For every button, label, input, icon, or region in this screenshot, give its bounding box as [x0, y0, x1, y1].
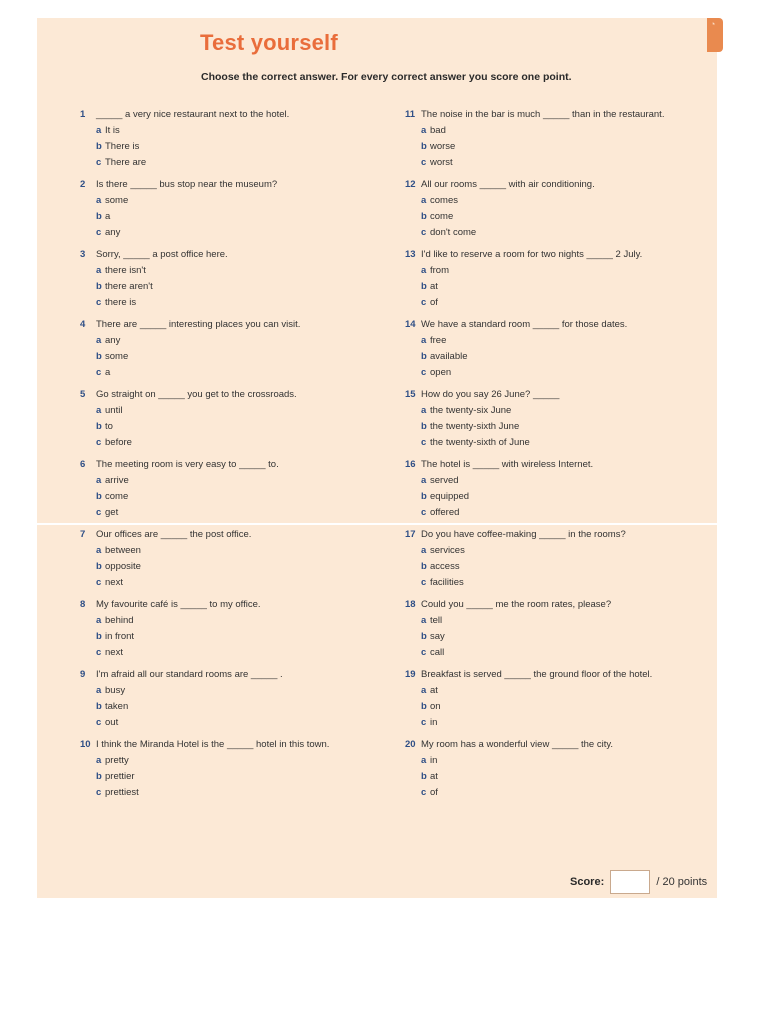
corner-tab-icon: ◔ [710, 19, 716, 29]
option-letter: c [421, 787, 427, 798]
option-letter: b [96, 491, 102, 502]
option-text: next [105, 577, 123, 588]
question-line [80, 387, 380, 403]
question-item [80, 177, 380, 241]
question-item [405, 667, 705, 731]
question-item [80, 667, 380, 731]
option-letter: c [96, 577, 102, 588]
option-letter: a [421, 195, 427, 206]
option-letter: b [96, 141, 102, 152]
question-item [80, 387, 380, 451]
option-text: say [430, 631, 445, 642]
option-letter: c [96, 787, 102, 798]
answer-option-c[interactable] [80, 435, 380, 451]
option-text: There are [105, 157, 147, 168]
question-item [405, 737, 705, 801]
option-letter: a [96, 405, 102, 416]
option-letter: a [96, 125, 102, 136]
answer-option-b[interactable] [405, 769, 705, 785]
answer-option-c[interactable] [405, 575, 705, 591]
question-line [80, 107, 380, 123]
question-item [405, 527, 705, 591]
question-line [80, 457, 380, 473]
option-letter: c [96, 157, 102, 168]
option-text: on [430, 701, 441, 712]
answer-option-a[interactable] [80, 123, 380, 139]
question-line [80, 177, 380, 193]
answer-option-a[interactable] [405, 333, 705, 349]
question-text: The meeting room is very easy to _____ to. [96, 459, 279, 470]
answer-option-c[interactable] [405, 715, 705, 731]
answer-option-a[interactable] [405, 403, 705, 419]
question-item [80, 107, 380, 171]
option-text: It is [105, 125, 120, 136]
answer-option-b[interactable] [405, 209, 705, 225]
question-text: I'm afraid all our standard rooms are _____ . [96, 669, 283, 680]
question-line [80, 527, 380, 543]
question-text: Sorry, _____ a post office here. [96, 249, 228, 260]
option-letter: a [96, 195, 102, 206]
option-letter: b [421, 351, 427, 362]
question-line [80, 597, 380, 613]
answer-option-b[interactable] [405, 419, 705, 435]
question-text: All our rooms _____ with air conditioning. [421, 179, 595, 190]
option-text: access [430, 561, 460, 572]
option-text: to [105, 421, 113, 432]
answer-option-c[interactable] [405, 505, 705, 521]
option-letter: b [96, 421, 102, 432]
question-number: 9 [80, 669, 86, 680]
question-line [405, 107, 705, 123]
option-letter: b [96, 351, 102, 362]
question-line [405, 317, 705, 333]
question-text: We have a standard room _____ for those dates. [421, 319, 628, 330]
question-number: 15 [405, 389, 416, 400]
option-text: worse [430, 141, 456, 152]
answer-option-c[interactable] [405, 225, 705, 241]
answer-option-b[interactable] [405, 139, 705, 155]
question-line [405, 177, 705, 193]
answer-option-a[interactable] [80, 193, 380, 209]
answer-option-b[interactable] [80, 699, 380, 715]
option-letter: c [96, 437, 102, 448]
answer-option-c[interactable] [405, 785, 705, 801]
question-line [80, 247, 380, 263]
score-input-box[interactable] [610, 870, 650, 894]
answer-option-c[interactable] [80, 645, 380, 661]
question-text: There are _____ interesting places you can visit. [96, 319, 301, 330]
option-letter: b [96, 281, 102, 292]
answer-option-b[interactable] [80, 419, 380, 435]
question-line [405, 737, 705, 753]
answer-option-b[interactable] [405, 629, 705, 645]
question-text: How do you say 26 June? _____ [421, 389, 560, 400]
option-text: between [105, 545, 141, 556]
answer-option-c[interactable] [80, 365, 380, 381]
question-item [405, 177, 705, 241]
option-letter: b [96, 701, 102, 712]
answer-option-a[interactable] [405, 753, 705, 769]
answer-option-a[interactable] [80, 683, 380, 699]
question-line [405, 387, 705, 403]
option-text: available [430, 351, 468, 362]
option-text: offered [430, 507, 460, 518]
question-number: 14 [405, 319, 416, 330]
option-text: come [430, 211, 454, 222]
answer-option-a[interactable] [405, 683, 705, 699]
question-line [80, 317, 380, 333]
option-text: out [105, 717, 119, 728]
option-text: some [105, 195, 129, 206]
answer-option-c[interactable] [405, 645, 705, 661]
answer-option-b[interactable] [80, 769, 380, 785]
option-letter: a [421, 125, 427, 136]
answer-option-a[interactable] [405, 543, 705, 559]
option-letter: b [421, 421, 427, 432]
answer-option-b[interactable] [80, 209, 380, 225]
question-text: _____ a very nice restaurant next to the hotel. [96, 109, 290, 120]
option-letter: a [96, 615, 102, 626]
question-number: 13 [405, 249, 416, 260]
answer-option-b[interactable] [80, 559, 380, 575]
question-item [405, 317, 705, 381]
option-letter: b [421, 561, 427, 572]
answer-option-a[interactable] [80, 263, 380, 279]
option-text: there isn't [105, 265, 146, 276]
option-text: at [430, 281, 438, 292]
answer-option-b[interactable] [405, 489, 705, 505]
option-letter: c [96, 507, 102, 518]
option-letter: b [421, 211, 427, 222]
option-letter: a [421, 685, 427, 696]
option-text: the twenty-sixth June [430, 421, 520, 432]
option-letter: a [421, 335, 427, 346]
option-text: before [105, 437, 132, 448]
option-letter: a [421, 475, 427, 486]
option-letter: c [96, 297, 102, 308]
option-text: free [430, 335, 447, 346]
answer-option-a[interactable] [405, 613, 705, 629]
option-letter: c [421, 437, 427, 448]
option-text: pretty [105, 755, 129, 766]
answer-option-c[interactable] [80, 155, 380, 171]
page-divider [37, 523, 717, 525]
option-text: there aren't [105, 281, 153, 292]
question-item [405, 457, 705, 521]
option-letter: b [421, 701, 427, 712]
question-text: Breakfast is served _____ the ground floor of the hotel. [421, 669, 653, 680]
option-text: bad [430, 125, 446, 136]
answer-option-c[interactable] [405, 365, 705, 381]
question-line [80, 737, 380, 753]
question-number: 18 [405, 599, 416, 610]
option-letter: c [421, 507, 427, 518]
question-item [80, 457, 380, 521]
corner-tab [707, 18, 723, 52]
option-letter: a [421, 265, 427, 276]
score-area [570, 869, 707, 895]
question-line [80, 667, 380, 683]
question-number: 10 [80, 739, 91, 750]
option-text: the twenty-sixth of June [430, 437, 530, 448]
instructions: Choose the correct answer. For every correct answer you score one point. [201, 71, 572, 83]
option-letter: c [96, 647, 102, 658]
answer-option-a[interactable] [405, 263, 705, 279]
answer-option-a[interactable] [80, 753, 380, 769]
option-text: There is [105, 141, 140, 152]
option-letter: b [421, 141, 427, 152]
question-text: I think the Miranda Hotel is the _____ hotel in this town. [96, 739, 330, 750]
option-text: taken [105, 701, 129, 712]
option-letter: a [96, 755, 102, 766]
option-letter: b [96, 631, 102, 642]
answer-option-a[interactable] [405, 123, 705, 139]
question-item [80, 317, 380, 381]
question-text: The hotel is _____ with wireless Internet. [421, 459, 594, 470]
question-number: 5 [80, 389, 86, 400]
answer-option-c[interactable] [80, 505, 380, 521]
answer-option-b[interactable] [80, 139, 380, 155]
answer-option-b[interactable] [80, 349, 380, 365]
question-number: 17 [405, 529, 416, 540]
option-text: comes [430, 195, 458, 206]
score-total: / 20 points [656, 876, 708, 889]
option-letter: b [421, 771, 427, 782]
answer-option-b[interactable] [405, 699, 705, 715]
option-text: the twenty-six June [430, 405, 512, 416]
option-text: equipped [430, 491, 470, 502]
option-letter: b [421, 631, 427, 642]
question-line [405, 247, 705, 263]
answer-option-a[interactable] [405, 193, 705, 209]
answer-option-b[interactable] [405, 349, 705, 365]
answer-option-a[interactable] [80, 473, 380, 489]
question-line [405, 667, 705, 683]
option-text: busy [105, 685, 126, 696]
question-text: I'd like to reserve a room for two nights _____ 2 July. [421, 249, 643, 260]
option-text: open [430, 367, 452, 378]
question-line [405, 527, 705, 543]
option-letter: a [421, 405, 427, 416]
option-letter: c [96, 717, 102, 728]
answer-option-a[interactable] [80, 333, 380, 349]
option-letter: c [421, 227, 427, 238]
option-letter: a [421, 615, 427, 626]
question-line [405, 597, 705, 613]
question-line [405, 457, 705, 473]
option-text: services [430, 545, 465, 556]
option-text: next [105, 647, 123, 658]
option-letter: a [96, 545, 102, 556]
question-number: 19 [405, 669, 416, 680]
option-letter: b [96, 561, 102, 572]
answer-option-a[interactable] [80, 613, 380, 629]
question-text: My room has a wonderful view _____ the city. [421, 739, 614, 750]
question-text: Is there _____ bus stop near the museum? [96, 179, 278, 190]
option-text: prettier [105, 771, 135, 782]
option-letter: c [421, 297, 427, 308]
option-letter: a [96, 335, 102, 346]
question-text: Our offices are _____ the post office. [96, 529, 252, 540]
option-text: any [105, 335, 121, 346]
option-text: at [430, 685, 438, 696]
question-item [80, 527, 380, 591]
option-letter: c [96, 227, 102, 238]
question-item [405, 387, 705, 451]
page-title: Test yourself [200, 30, 338, 55]
question-item [80, 247, 380, 311]
option-text: any [105, 227, 121, 238]
question-number: 4 [80, 319, 86, 330]
option-text: a [105, 367, 111, 378]
option-letter: b [96, 211, 102, 222]
option-text: from [430, 265, 449, 276]
answer-option-a[interactable] [80, 403, 380, 419]
option-text: call [430, 647, 445, 658]
question-item [80, 597, 380, 661]
question-number: 12 [405, 179, 416, 190]
answer-option-b[interactable] [80, 279, 380, 295]
option-letter: c [421, 647, 427, 658]
question-number: 20 [405, 739, 416, 750]
question-item [405, 107, 705, 171]
question-number: 8 [80, 599, 86, 610]
option-letter: c [421, 577, 427, 588]
option-letter: b [421, 281, 427, 292]
option-text: get [105, 507, 119, 518]
answer-option-c[interactable] [80, 785, 380, 801]
option-text: opposite [105, 561, 141, 572]
option-letter: a [96, 685, 102, 696]
answer-option-b[interactable] [405, 279, 705, 295]
question-item [405, 597, 705, 661]
option-letter: a [96, 265, 102, 276]
option-text: worst [430, 157, 453, 168]
option-letter: c [96, 367, 102, 378]
option-text: in [430, 755, 438, 766]
option-text: a [105, 211, 111, 222]
question-text: My favourite café is _____ to my office. [96, 599, 261, 610]
answer-option-c[interactable] [80, 575, 380, 591]
option-text: tell [430, 615, 443, 626]
option-text: of [430, 297, 438, 308]
score-label: Score: [570, 876, 605, 889]
answer-option-c[interactable] [405, 155, 705, 171]
answer-option-b[interactable] [80, 629, 380, 645]
option-text: in [430, 717, 438, 728]
option-text: at [430, 771, 438, 782]
answer-option-b[interactable] [80, 489, 380, 505]
answer-option-a[interactable] [80, 543, 380, 559]
option-text: until [105, 405, 123, 416]
question-text: Go straight on _____ you get to the crossroads. [96, 389, 297, 400]
option-text: served [430, 475, 459, 486]
option-letter: a [96, 475, 102, 486]
answer-option-c[interactable] [80, 715, 380, 731]
option-text: come [105, 491, 129, 502]
option-text: prettiest [105, 787, 139, 798]
option-text: there is [105, 297, 137, 308]
answer-option-b[interactable] [405, 559, 705, 575]
answer-option-c[interactable] [80, 295, 380, 311]
option-letter: a [421, 755, 427, 766]
option-letter: c [421, 367, 427, 378]
question-text: Could you _____ me the room rates, please? [421, 599, 612, 610]
question-number: 1 [80, 109, 86, 120]
question-number: 7 [80, 529, 86, 540]
question-text: The noise in the bar is much _____ than in the restaurant. [421, 109, 665, 120]
option-letter: b [421, 491, 427, 502]
question-number: 16 [405, 459, 416, 470]
question-text: Do you have coffee-making _____ in the rooms? [421, 529, 626, 540]
option-text: of [430, 787, 438, 798]
option-letter: c [421, 157, 427, 168]
question-number: 2 [80, 179, 86, 190]
option-text: some [105, 351, 129, 362]
option-text: arrive [105, 475, 129, 486]
answer-option-c[interactable] [405, 295, 705, 311]
option-text: in front [105, 631, 135, 642]
option-text: don't come [430, 227, 477, 238]
question-number: 11 [405, 109, 416, 120]
question-item [80, 737, 380, 801]
question-number: 6 [80, 459, 86, 470]
option-letter: c [421, 717, 427, 728]
answer-option-c[interactable] [80, 225, 380, 241]
option-letter: a [421, 545, 427, 556]
option-text: behind [105, 615, 134, 626]
question-number: 3 [80, 249, 86, 260]
question-item [405, 247, 705, 311]
answer-option-a[interactable] [405, 473, 705, 489]
answer-option-c[interactable] [405, 435, 705, 451]
option-text: facilities [430, 577, 464, 588]
option-letter: b [96, 771, 102, 782]
